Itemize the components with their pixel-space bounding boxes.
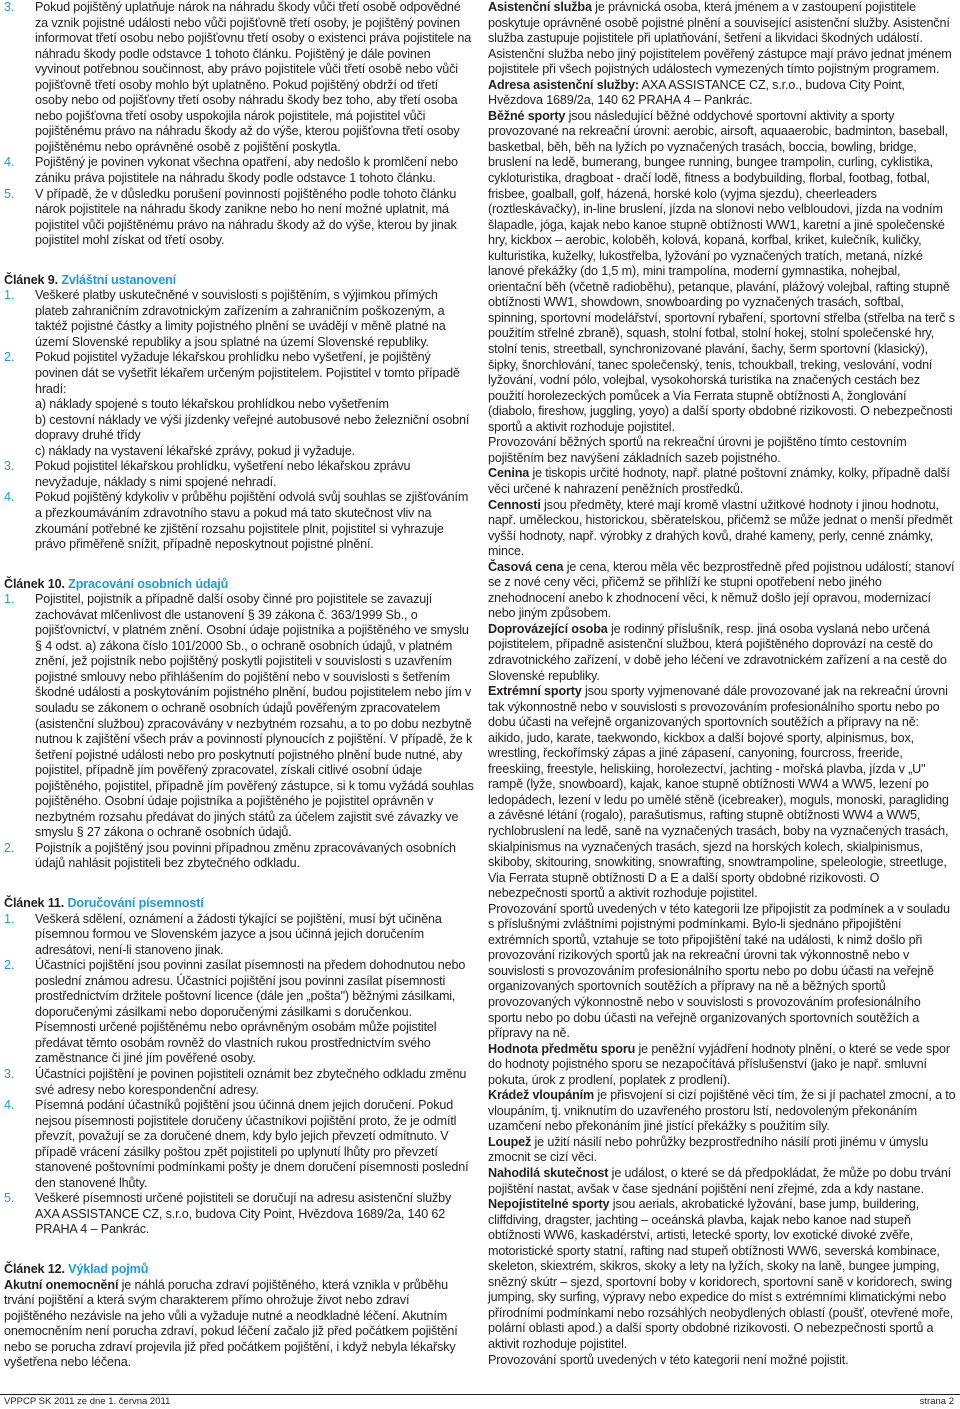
clanek11-title: Doručování písemností <box>67 895 204 910</box>
clanek9-item <box>4 288 474 350</box>
clanek11-item-text: Veškeré písemnosti určené pojistiteli se doručují na adresu asistenční služby AXA ASSISTANCE CZ, s.r.o, budova City Point, Hvězdova 1689/2a, 140 62 PRAHA 4 – Pankrác. <box>35 1191 452 1237</box>
definition-text-secondary: AXA ASSISTANCE CZ, s.r.o., budova City Point, Hvězdova 1689/2a, 140 62 PRAHA 4 – Pankrác. <box>488 77 905 108</box>
clanek9-subitem: b) cestovní náklady ve výši jízdenky veřejné autobusové nebo železniční osobní dopravy druhé třídy <box>35 412 470 443</box>
clanek8-item <box>4 0 474 155</box>
definition-paragraph <box>488 1088 956 1135</box>
clanek11-item <box>4 912 474 959</box>
clanek12-label: Článek 12. <box>4 1262 65 1277</box>
clanek10-section <box>4 577 474 872</box>
clanek8-item-number: 4. <box>4 155 15 170</box>
clanek10-item-number: 2. <box>4 840 15 855</box>
clanek9-title: Zvláštní ustanovení <box>61 272 177 287</box>
definition-paragraph <box>488 1197 956 1352</box>
clanek9-subitem: a) náklady spojené s touto lékařskou prohlídkou nebo vyšetřením <box>35 397 389 412</box>
clanek10-item-number: 1. <box>4 592 15 607</box>
definition-text: jsou předměty, které mají kromě vlastní užitkové hodnoty i jinou hodnotu, např. uměleckou, historickou, sběratelskou, přičemž se může jednat o menší předmět vyšší hodnoty, např. výrobky z drahých kovů, drahé kameny, perly, cenné známky, mince. <box>488 497 953 559</box>
definition-paragraph <box>488 560 956 622</box>
definition-text: jsou následující běžné oddychové sportovní aktivity a sporty provozované na rekreační úrovni: aerobic, airsoft, aquaaerobic, badminton, baseball, basketbal, běh, běh na lyžích po vyznačených trasách, boccia, bowling, bridge, bruslení na ledě, bumerang, bungee running, bungee trampolin, curling, cyklistika, cykloturistika, dragboat - dračí lodě, fitness a bodybuilding, florbal, footbag, fotbal, frisbee, goalball, golf, házená, horské kolo (vyjma sjezdu), cheerleaders (roztleskávačky), in-line bruslení, jízda na slonovi nebo velbloudovi, jízda na vodním šlapadle, jóga, kajak nebo kanoe stupně obtížnosti WW1, karetní a jiné společenské hry, kickbox – aerobic, koloběh, kolová, kopaná, korfbal, kriket, kulečník, kuličky, kulturistika, kuželky, lukostřelba, lyžování po vyznačených tratích, metaná, nízké lanové překážky (do 1,5 m), mini trampolína, moderní gymnastika, nohejbal, orientační běh (včetně radioběhu), petanque, plavání, plážový volejbal, rafting stupně obtížnosti WW1, showdown, snowboarding po vyznačených trasách, softbal, spinning, sportovní modelářství, sportovní rybaření, sportovní střelba (střelba na terč s použitím střelné zbraně), squash, stolní fotbal, stolní hokej, stolní společenské hry, stolní tenis, streetball, synchronizované plavání, šachy, šerm sportovní (klasický), šipky, šnorchlování, tanec společenský, tenis, tchoukball, treking, veslování, vodní lyžování, vodní pólo, volejbal, vysokohorská turistika na značených cestách bez použití horolezeckých pomůcek a Via Ferrata stupně obtížnosti A, žonglování (diabolo, fireshow, juggling, yoyo) a další sporty obdobné rizikovosti. O nebezpečnosti sportů a aktivit rozhoduje pojistitel. <box>488 108 955 434</box>
definition-paragraph <box>488 684 956 902</box>
clanek9-item <box>4 490 474 552</box>
clanek10-item-text: Pojistník a pojištěný jsou povinni případnou změnu zpracovávaných osobních údajů nahlásit pojistiteli bez zbytečného odkladu. <box>35 840 456 871</box>
definition-paragraph <box>488 435 956 466</box>
definition-paragraph <box>488 1353 956 1369</box>
definition-term: Asistenční služba <box>488 0 592 14</box>
clanek12-heading <box>4 1262 474 1278</box>
clanek11-heading <box>4 896 474 912</box>
clanek10-item-text: Pojistitel, pojistník a případně další osoby činné pro pojistitele se zavazují zachovávat mlčenlivost dle ustanovení § 39 zákona č. 363/1999 Sb., o pojišťovnictví, v platném znění. Osobní údaje pojistníka a pojištěného ve smyslu § 4 odst. a) zákona číslo 101/2000 Sb., o ochraně osobních údajů, v platném znění, jež pojistník nebo pojištěný poskytli pojistiteli v souvislosti s uzavřením pojistné smlouvy nebo přihlášením do pojištění nebo v souvislosti s šetřením škodné události a poskytováním pojistného plnění, budou pojistitelem nebo jím v souladu se zákonem o ochraně osobních údajů pověřeným zpracovatelem (asistenční službou) zpracovávány v nezbytném rozsahu, a to po dobu nezbytně nutnou k zajištění všech práv a povinností plynoucích z pojištění. V případě, že k šetření pojistné události nebo pro poskytnutí pojistného plnění bude nutné, aby pojistitel, případně jím pověřený zpracovatel, získali citlivé osobní údaje pojištěného, pojistitel, případně jím pověřený zástupce, si k tomu vyžádá souhlas pojištěného. Osobní údaje pojistníka a pojištěného je pojistitel oprávněn v nezbytném rozsahu předávat do jiných států za účelem zajistit své závazky ve smyslu § 27 zákona o ochraně osobních údajů. <box>35 592 474 840</box>
clanek8-item-text: Pokud pojištěný uplatňuje nárok na náhradu škody vůči třetí osobě odpovědné za vznik pojistné události nebo vůči pojišťovně třetí osoby, je pojištěný povinen informovat třetí osobu nebo pojišťovnu třetí osoby o existenci práva pojistitele na náhradu škody podle odstavce 1 tohoto článku. Pojištěný je dále povinen vyvinout potřebnou součinnost, aby právo pojistitele vůči třetí osobě nebo vůči pojišťovně třetí osoby mohlo být uplatněno. Pokud pojištěný obdrží od třetí osoby nebo od pojišťovny třetí osoby náhradu škody bez toho, aby třetí osoba nebo pojišťovna třetí osoby uspokojila nárok pojistitele, má pojistitel vůči pojištěnému právo na náhradu škody až do výše, kterou pojišťovna třetí osoby pojištěnému nebo oprávněné osobě z pojištění poskytla. <box>35 0 472 154</box>
definition-paragraph <box>488 109 956 435</box>
clanek10-item <box>4 841 474 872</box>
clanek11-item-text: Veškerá sdělení, oznámení a žádosti týkající se pojištění, musí být učiněna písemnou formou ve Slovenském jazyce a jsou účinná jejich doručením adresátovi, není-li stanoveno jinak. <box>35 911 442 957</box>
clanek9-item-text: Pokud pojistitel lékařskou prohlídku, vyšetření nebo lékařskou zprávu nevyžaduje, náklady s nimi spojené nehradí. <box>35 459 411 489</box>
clanek11-label: Článek 11. <box>4 895 65 910</box>
clanek9-label: Článek 9. <box>4 272 58 287</box>
definition-term: Cenina <box>488 466 530 481</box>
clanek11-item-number: 4. <box>4 1098 15 1113</box>
clanek11-section <box>4 896 474 1238</box>
clanek11-item-text: Účastníci pojištění je povinen pojistiteli oznámit bez zbytečného odkladu změnu své adresy nebo korespondenční adresy. <box>35 1067 467 1097</box>
clanek8-item-text: V případě, že v důsledku porušení povinností pojištěného podle tohoto článku nárok pojistitele na náhradu škody zanikne nebo ho není možné uplatnit, má pojistitel vůči pojištěnému právo na náhradu škody až do výše, kterou by jinak pojistitel mohl získat od třetí osoby. <box>35 186 457 248</box>
clanek11-item <box>4 1098 474 1191</box>
clanek8-item-number: 3. <box>4 0 15 14</box>
definition-term: Krádež vloupáním <box>488 1088 595 1103</box>
definition-paragraph <box>488 622 956 684</box>
clanek8-item-text: Pojištěný je povinen vykonat všechna opatření, aby nedošlo k promlčení nebo zániku práva pojistitele na náhradu škody podle odstavce 1 tohoto článku. <box>35 155 458 186</box>
definition-term-secondary: Adresa asistenční služby: <box>488 77 639 92</box>
clanek11-item <box>4 958 474 1067</box>
definition-paragraph <box>488 0 956 109</box>
clanek10-title: Zpracování osobních údajů <box>68 576 229 591</box>
definition-term: Nahodilá skutečnost <box>488 1166 609 1181</box>
definition-text: je tiskopis určité hodnoty, např. platné poštovní známky, kolky, případně další věci určené k nahrazení peněžních prostředků. <box>488 466 950 496</box>
definition-paragraph <box>488 466 956 497</box>
clanek11-item-number: 3. <box>4 1067 15 1081</box>
definition-text: je peněžní vyjádření hodnoty plnění, o které se vede spor do hodnoty pojistného sporu se nezapočítává příslušenství (jako je např. smluvní pokuta, úrok z prodlení, poplatek z prodlení). <box>488 1041 950 1087</box>
clanek8-list <box>4 0 474 249</box>
definition-term: Časová cena <box>488 559 564 574</box>
clanek9-item-number: 1. <box>4 288 15 303</box>
definition-paragraph <box>488 498 956 560</box>
clanek12-title: Výklad pojmů <box>68 1262 149 1277</box>
definition-paragraph <box>488 1166 956 1197</box>
definition-paragraph <box>4 1278 474 1371</box>
clanek12-section <box>4 1262 474 1371</box>
definition-text: jsou sporty vyjmenované dále provozované jak na rekreační úrovni tak výkonnostně nebo v souvislosti s provozováním profesionálního sportu nebo po dobu účasti na veřejně organizovaných sportovních soutěžích a přípravy na ně: aikido, judo, karate, taekwondo, kickbox a další bojové sporty, alpinismus, box, wrestling, řeckořímský zápas a jiné zápasení, canyoning, fourcross, freeride, freeskiing, freestyle, heliskiing, horolezectví, jachting - mořská plavba, jízda v „U" rampě (lyže, snowboard), kajak, kanoe stupně obtížnosti WW4 a WW5, lezení po ledopádech, lezení v ledu po umělé stěně (icebreaker), moguls, monoski, paragliding a závěsné létání (rogalo), parašutismus, rafting stupně obtížnosti WW4 a WW5, rychlobruslení na ledě, saně na vyznačených trasách, boby na vyznačených trasách, skialpinismus na vyznačených trasách, sjezd na horských kolech, skialpinismus, skiboby, skitouring, snowkiting, snowrafting, snowtrampoline, speleologie, streetluge, Via Ferrata stupně obtížnosti D a E a další sporty obdobné rizikovosti. O nebezpečnosti sportů a aktivit rozhoduje pojistitel. <box>488 684 949 901</box>
clanek9-item-number: 4. <box>4 490 15 505</box>
definition-term: Běžné sporty <box>488 108 566 123</box>
definition-text: je událost, o které se dá předpokládat, že může po dobu trvání pojištění nastat, avšak v čase sjednání pojištění není zřejmé, zda a kdy nastane. <box>488 1166 952 1196</box>
clanek10-heading <box>4 577 474 593</box>
clanek9-item-number: 2. <box>4 350 15 365</box>
definition-text: je užití násilí nebo pohrůžky bezprostředního násilí proti jinému v úmyslu zmocnit se cizí věci. <box>488 1134 929 1165</box>
clanek8-item-number: 5. <box>4 186 15 201</box>
page-footer <box>0 1394 960 1409</box>
definition-paragraph <box>488 902 956 1042</box>
clanek9-item-number: 3. <box>4 459 15 474</box>
clanek9-item <box>4 459 474 490</box>
clanek9-item-text: Veškeré platby uskutečněné v souvislosti s pojištěním, s výjimkou přímých plateb zahraničním zdravotnickým zařízením a zahraničním poškozeným, a taktéž pojistné částky a limity pojistného plnění se uvádějí v měně platné na území Slovenské republiky a jsou splatné na území Slovenské republiky. <box>35 288 446 349</box>
definition-text: je přisvojení si cizí pojištěné věci tím, že si jí pachatel zmocní, a to vloupáním, tj. vniknutím do uzavřeného prostoru lstí, nedovoleným překonáním uzamčení nebo překonáním jiné jistící překážky s použitím síly. <box>488 1088 956 1134</box>
clanek8-item <box>4 187 474 249</box>
clanek11-item-text: Písemná podání účastníků pojištění jsou účinná dnem jejich doručení. Pokud nejsou písemnosti pojistitele doručeny účastníkovi pojištění proto, že je odmítl převzít, považují se za doručené dnem, kdy bylo jejich převzetí odmítnuto. V případě vrácení zásilky poštou zpět pojistiteli po uplynutí lhůty pro převzetí stanovené poštovními podmínkami pošty je dnem doručení písemnosti poslední den stanovené lhůty. <box>35 1098 469 1190</box>
clanek9-section <box>4 273 474 553</box>
definition-text: je cena, kterou měla věc bezprostředně před pojistnou událostí; stanoví se z nové ceny věci, přičemž se přihlíží ke stupni opotřebení nebo jiného znehodnocení anebo k zhodnocení věci, k němuž došlo její opravou, modernizací nebo jiným způsobem. <box>488 559 955 621</box>
definition-text: Provozování běžných sportů na rekreační úrovni je pojištěno tímto cestovním pojištěním bez navýšení základních sazeb pojistného. <box>488 435 907 465</box>
definition-term: Akutní onemocnění <box>4 1277 119 1292</box>
definition-paragraph <box>488 1135 956 1166</box>
clanek10-label: Článek 10. <box>4 576 65 591</box>
clanek11-item-number: 5. <box>4 1191 15 1206</box>
definition-text: je právnická osoba, která jménem a v zastoupení pojistitele poskytuje oprávněné osobě pojistné plnění a související asistenční služby. Asistenční služba zastupuje pojistitele při uplatňování, šetření a likvidaci škodných událostí. Asistenční služba nebo jiný pojistitelem pověřený zástupce mají právo jednat jménem pojistitele při všech pojistných událostech vymezených tímto pojistným programem. <box>488 0 952 77</box>
clanek11-item-number: 1. <box>4 911 15 926</box>
definition-term: Loupež <box>488 1134 532 1149</box>
definition-paragraph <box>488 1042 956 1089</box>
clanek8-item <box>4 155 474 186</box>
clanek9-heading <box>4 273 474 289</box>
clanek9-item-text: Pokud pojistitel vyžaduje lékařskou prohlídku nebo vyšetření, je pojištěný povinen dát se vyšetřit lékařem určeným pojistitelem. Pojistitel v tomto případě hradí: <box>35 350 460 396</box>
definition-term: Nepojistitelné sporty <box>488 1197 610 1212</box>
clanek10-item <box>4 592 474 841</box>
clanek9-item-text: Pokud pojištěný kdykoliv v průběhu pojištění odvolá svůj souhlas se zjišťováním a přezkoumáváním zdravotního stavu a pokud má tato skutečnost vliv na zkoumání potřebné ke zjištění rozsahu pojistitele plnit, pojistitel si vyhrazuje právo přiměřeně snížit, případně neposkytnout pojistné plnění. <box>35 490 469 552</box>
clanek11-item-text: Účastníci pojištění jsou povinni zasílat písemnosti na předem dohodnutou nebo poslední známou adresu. Účastníci pojištění jsou povinni zasílat písemnosti prostřednictvím držitele poštovní licence (dále jen „pošta") běžnými zásilkami, doporučenými zásilkami nebo doporučenými zásilkami s doručenkou. Písemnosti určené pojištěnému nebo oprávněným osobám může pojistitel předávat těmto osobám rovněž do vlastních rukou prostřednictvím svého zaměstnance či jiné jím pověřené osoby. <box>35 958 466 1066</box>
right-column <box>488 0 956 1368</box>
footer-document-id: VPPCP SK 2011 ze dne 1. června 2011 <box>4 1396 171 1407</box>
definition-term: Extrémní sporty <box>488 684 582 699</box>
clanek11-item <box>4 1067 474 1098</box>
definition-term: Cennosti <box>488 497 541 512</box>
definition-term: Doprovázející osoba <box>488 621 608 636</box>
definition-text: jsou aerials, akrobatické lyžování, base jump, buildering, cliffdiving, dragster, jachting – oceánská plavba, kajak nebo kanoe nad stupeň obtížnosti WW6, kaskadérství, artisti, letecké sporty, lov exotické divoké zvěře, motoristické sporty statní, rafting nad stupeň obtížnosti WW6, severská kombinace, skeleton, skiextrém, skikros, skoky a lety na lyžích, skoky na laně, bungee jumping, snězný skútr – sjezd, sportovní boby v koridorech, sportovní saně v koridorech, swing jumping, sky surfing, výpravy nebo expedice do míst s extrémními klimatickými nebo přírodními podmínkami nebo rozsáhlých neobydlených oblastí (poušť, otevřené moře, polární oblasti apod.) a další sporty obdobné rizikovosti. O nebezpečnosti sportů a aktivit rozhoduje pojistitel. <box>488 1197 954 1352</box>
definition-term: Hodnota předmětu sporu <box>488 1041 636 1056</box>
left-column <box>4 0 474 1371</box>
definition-text: Provozování sportů uvedených v této kategorii není možné pojistit. <box>488 1352 849 1367</box>
clanek11-item-number: 2. <box>4 958 15 973</box>
definition-text: Provozování sportů uvedených v této kategorii lze připojistit za podmínek a v souladu s příslušnými zvláštními pojistnými podmínkami. Bylo-li sjednáno připojištění extrémních sportů, vztahuje se toto připojištění také na události, k nimž došlo při provozování rizikových sportů jak na rekreační úrovni tak výkonnostně nebo v souvislosti s provozováním profesionálního sportu nebo po dobu účasti na veřejně organizovaných sportovních soutěžích a přípravy na ně a běžných sportů provozovaných výkonnostně nebo v souvislosti s provozováním profesionálního sportu nebo po dobu účasti na veřejně organizovaných sportovních soutěžích a přípravy na ně. <box>488 901 950 1041</box>
definition-text: je rodinný příslušník, resp. jiná osoba vyslaná nebo určená pojistitelem, případně asistenční službou, která pojištěného doprovází na cestě do zdravotnického zařízení, v době jeho léčení ve zdravotnickém zařízení a na cestě do Slovenské republiky. <box>488 621 947 683</box>
clanek9-item <box>4 350 474 397</box>
definition-text: je náhlá porucha zdraví pojištěného, která vznikla v průběhu trvání pojištění a která svým charakterem přímo ohrožuje život nebo zdraví pojištěného nezávisle na jeho vůli a vyžaduje nutné a neodkladné léčení. Akutním onemocněním není porucha zdraví, pokud léčení začalo již před počátkem pojištění nebo se porucha zdraví projevila již před počátkem pojištění, i když nebyla lékařsky vyšetřena nebo léčena. <box>4 1277 458 1370</box>
clanek9-subitem: c) náklady na vystavení lékařské zprávy, pokud ji vyžaduje. <box>35 443 355 458</box>
clanek11-item <box>4 1191 474 1238</box>
footer-page-number: strana 2 <box>919 1396 954 1407</box>
